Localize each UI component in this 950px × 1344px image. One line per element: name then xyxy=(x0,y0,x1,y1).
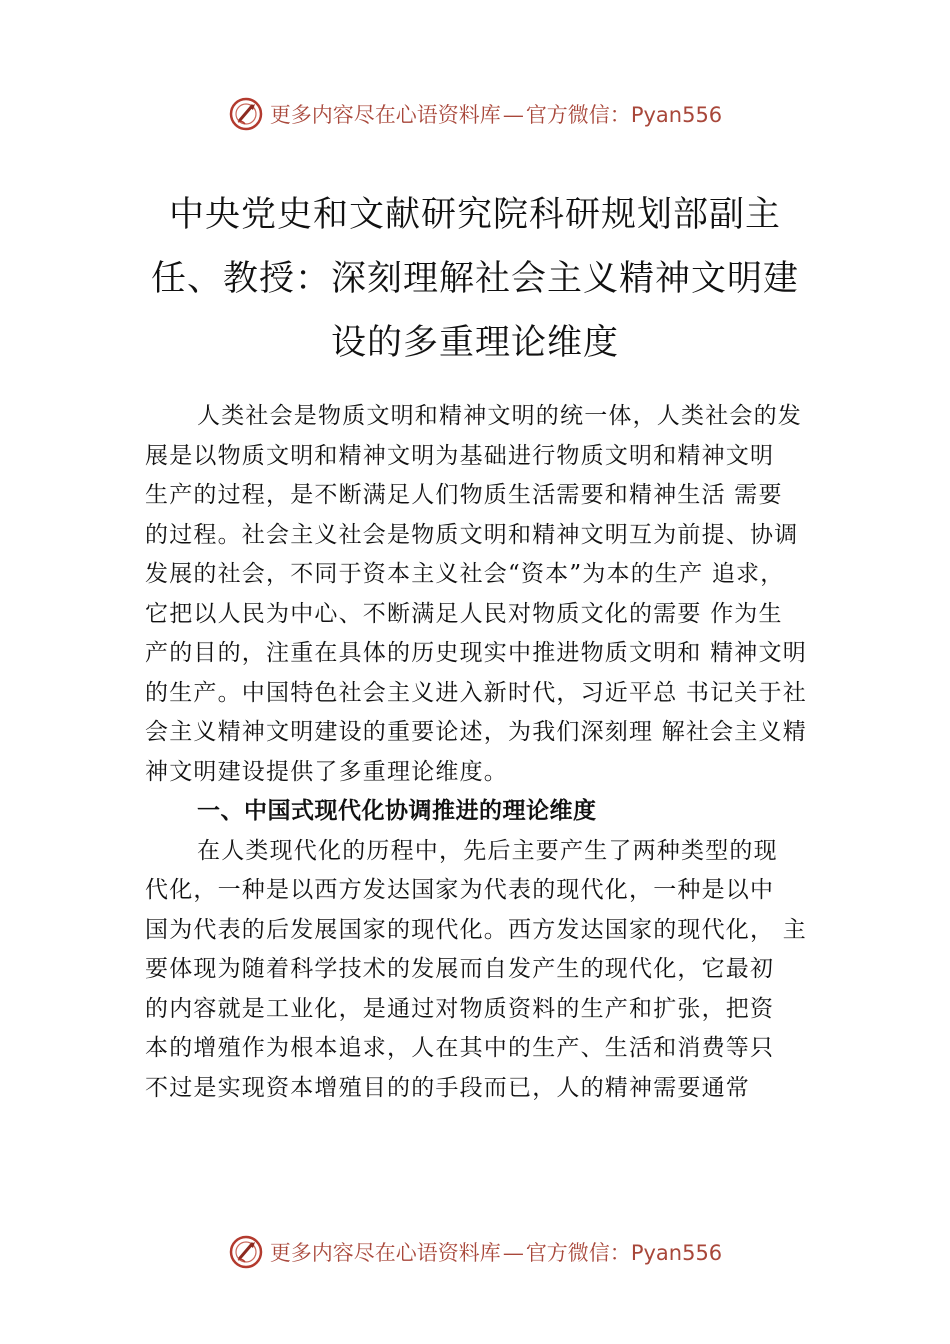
seal-logo-icon xyxy=(228,1234,264,1270)
document-body xyxy=(145,397,835,1108)
paragraph-section-1 xyxy=(145,832,835,1109)
text-line: 本的增殖作为根本追求，人在其中的生产、生活和消费等只 xyxy=(145,1035,775,1061)
banner-text xyxy=(270,1237,722,1267)
banner-handle: Pyan556 xyxy=(630,103,723,127)
text-line: 代化，一种是以西方发达国家为代表的现代化，一种是以中 xyxy=(145,877,775,903)
seal-logo-icon xyxy=(228,96,264,132)
banner-brand: 更多内容尽在心语资料库 xyxy=(269,103,501,127)
text-line: 在人类现代化的历程中，先后主要产生了两种类型的现 xyxy=(197,837,778,864)
banner-separator: — xyxy=(502,103,524,127)
text-line: 国为代表的后发展国家的现代化。西方发达国家的现代化， 主 xyxy=(145,916,807,943)
banner-handle: Pyan556 xyxy=(630,1241,723,1265)
text-line: 要体现为随着科学技术的发展而自发产生的现代化，它最初 xyxy=(145,956,775,982)
text-line: 它把以人民为中心、不断满足人民对物质文化的需要 作为生 xyxy=(145,600,783,627)
text-line: 不过是实现资本增殖目的的手段而已，人的精神需要通常 xyxy=(145,1074,750,1101)
banner-separator: — xyxy=(502,1241,524,1265)
text-line: 的生产。中国特色社会主义进入新时代，习近平总 书记关于社 xyxy=(145,679,807,706)
title-line: 任、教授：深刻理解社会主义精神文明建 xyxy=(150,259,799,299)
document-title xyxy=(150,183,800,375)
paragraph-intro xyxy=(145,397,835,792)
header-banner xyxy=(0,92,950,136)
text-line: 产的目的，注重在具体的历史现实中推进物质文明和 精神文明 xyxy=(145,640,807,666)
title-line: 中央党史和文献研究院科研规划部副主 xyxy=(168,195,781,235)
section-heading: 一、中国式现代化协调推进的理论维度 xyxy=(197,798,597,824)
text-line: 展是以物质文明和精神文明为基础进行物质文明和精神文明 xyxy=(145,442,775,469)
text-line: 发展的社会，不同于资本主义社会“资本”为本的生产 追求， xyxy=(145,561,785,587)
text-line: 的内容就是工业化，是通过对物质资料的生产和扩张，把资 xyxy=(145,995,775,1022)
banner-text xyxy=(270,99,722,129)
title-line: 设的多重理论维度 xyxy=(330,323,619,363)
text-line: 神文明建设提供了多重理论维度。 xyxy=(145,758,508,785)
text-line: 生产的过程，是不断满足人们物质生活需要和精神生活 需要 xyxy=(145,482,783,508)
banner-brand: 更多内容尽在心语资料库 xyxy=(269,1241,501,1265)
text-line: 人类社会是物质文明和精神文明的统一体，人类社会的发 xyxy=(197,403,802,429)
footer-banner xyxy=(0,1230,950,1274)
banner-label: 官方微信： xyxy=(525,103,631,127)
text-line: 的过程。社会主义社会是物质文明和精神文明互为前提、协调 xyxy=(145,521,799,548)
text-line: 会主义精神文明建设的重要论述，为我们深刻理 解社会主义精 xyxy=(145,719,807,745)
banner-label: 官方微信： xyxy=(525,1241,631,1265)
